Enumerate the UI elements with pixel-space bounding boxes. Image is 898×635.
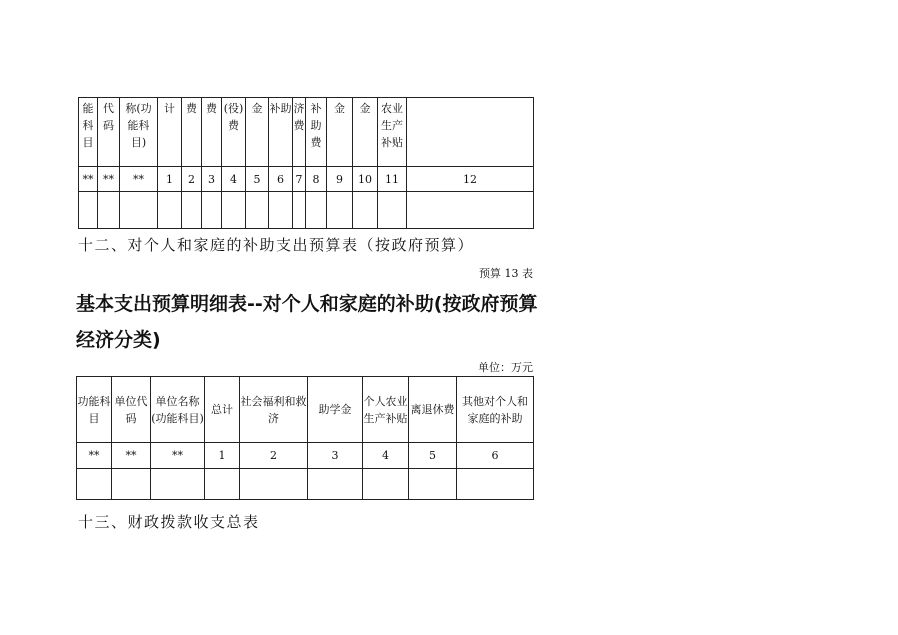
top-table <box>78 97 534 229</box>
header-cell: 总计 <box>205 377 240 443</box>
header-cell: 社会福利和救济 <box>240 377 308 443</box>
header-cell <box>407 98 534 167</box>
top-table-empty-row <box>79 192 534 229</box>
empty-cell <box>79 192 98 229</box>
number-cell: 6 <box>269 167 293 192</box>
empty-cell <box>205 469 240 500</box>
empty-cell <box>327 192 353 229</box>
header-cell: 计 <box>158 98 182 167</box>
number-cell: 11 <box>378 167 407 192</box>
empty-cell <box>378 192 407 229</box>
empty-cell <box>246 192 269 229</box>
header-cell: 金 <box>353 98 378 167</box>
header-cell: 离退休费 <box>409 377 457 443</box>
header-cell: 代码 <box>98 98 120 167</box>
empty-cell <box>308 469 363 500</box>
number-cell: 7 <box>293 167 306 192</box>
empty-cell <box>457 469 534 500</box>
bottom-table-empty-row <box>77 469 534 500</box>
header-cell: 功能科目 <box>77 377 112 443</box>
empty-cell <box>409 469 457 500</box>
number-cell: ** <box>79 167 98 192</box>
header-cell: 金 <box>246 98 269 167</box>
empty-cell <box>306 192 327 229</box>
top-table-number-row <box>79 167 534 192</box>
bottom-table <box>76 376 534 500</box>
number-cell: 9 <box>327 167 353 192</box>
empty-cell <box>120 192 158 229</box>
header-cell: 农业生产补贴 <box>378 98 407 167</box>
number-cell: ** <box>151 443 205 469</box>
empty-cell <box>182 192 202 229</box>
header-cell: 个人农业生产补贴 <box>363 377 409 443</box>
section-13-title: 十三、财政拨款收支总表 <box>78 513 260 531</box>
empty-cell <box>293 192 306 229</box>
header-cell: 单位代码 <box>112 377 151 443</box>
number-cell: 2 <box>182 167 202 192</box>
empty-cell <box>98 192 120 229</box>
number-cell: ** <box>112 443 151 469</box>
header-cell: 称(功能科目) <box>120 98 158 167</box>
number-cell: 8 <box>306 167 327 192</box>
header-cell: 补助费 <box>306 98 327 167</box>
header-cell: 助学金 <box>308 377 363 443</box>
header-cell: 补助 <box>269 98 293 167</box>
empty-cell <box>158 192 182 229</box>
header-cell: 其他对个人和家庭的补助 <box>457 377 534 443</box>
number-cell: 5 <box>246 167 269 192</box>
bottom-table-number-row <box>77 443 534 469</box>
top-table-header-row <box>79 98 534 167</box>
empty-cell <box>151 469 205 500</box>
header-cell: 费 <box>182 98 202 167</box>
number-cell: ** <box>98 167 120 192</box>
empty-cell <box>112 469 151 500</box>
section-12-title: 十二、对个人和家庭的补助支出预算表（按政府预算） <box>78 236 475 254</box>
unit-label: 单位：万元 <box>478 361 533 374</box>
number-cell: ** <box>120 167 158 192</box>
empty-cell <box>222 192 246 229</box>
empty-cell <box>269 192 293 229</box>
header-cell: 单位名称(功能科目) <box>151 377 205 443</box>
number-cell: 2 <box>240 443 308 469</box>
number-cell: 10 <box>353 167 378 192</box>
number-cell: 1 <box>158 167 182 192</box>
header-cell: (役)费 <box>222 98 246 167</box>
header-cell: 能科目 <box>79 98 98 167</box>
empty-cell <box>77 469 112 500</box>
header-cell: 金 <box>327 98 353 167</box>
empty-cell <box>240 469 308 500</box>
number-cell: 4 <box>222 167 246 192</box>
bottom-table-header-row <box>77 377 534 443</box>
form-code: 预算 13 表 <box>479 267 533 280</box>
header-cell: 济费 <box>293 98 306 167</box>
number-cell: 4 <box>363 443 409 469</box>
empty-cell <box>407 192 534 229</box>
empty-cell <box>353 192 378 229</box>
empty-cell <box>363 469 409 500</box>
empty-cell <box>202 192 222 229</box>
number-cell: ** <box>77 443 112 469</box>
header-cell: 费 <box>202 98 222 167</box>
number-cell: 1 <box>205 443 240 469</box>
number-cell: 12 <box>407 167 534 192</box>
main-title: 基本支出预算明细表--对个人和家庭的补助(按政府预算经济分类) <box>76 293 538 351</box>
number-cell: 6 <box>457 443 534 469</box>
number-cell: 3 <box>308 443 363 469</box>
number-cell: 3 <box>202 167 222 192</box>
number-cell: 5 <box>409 443 457 469</box>
